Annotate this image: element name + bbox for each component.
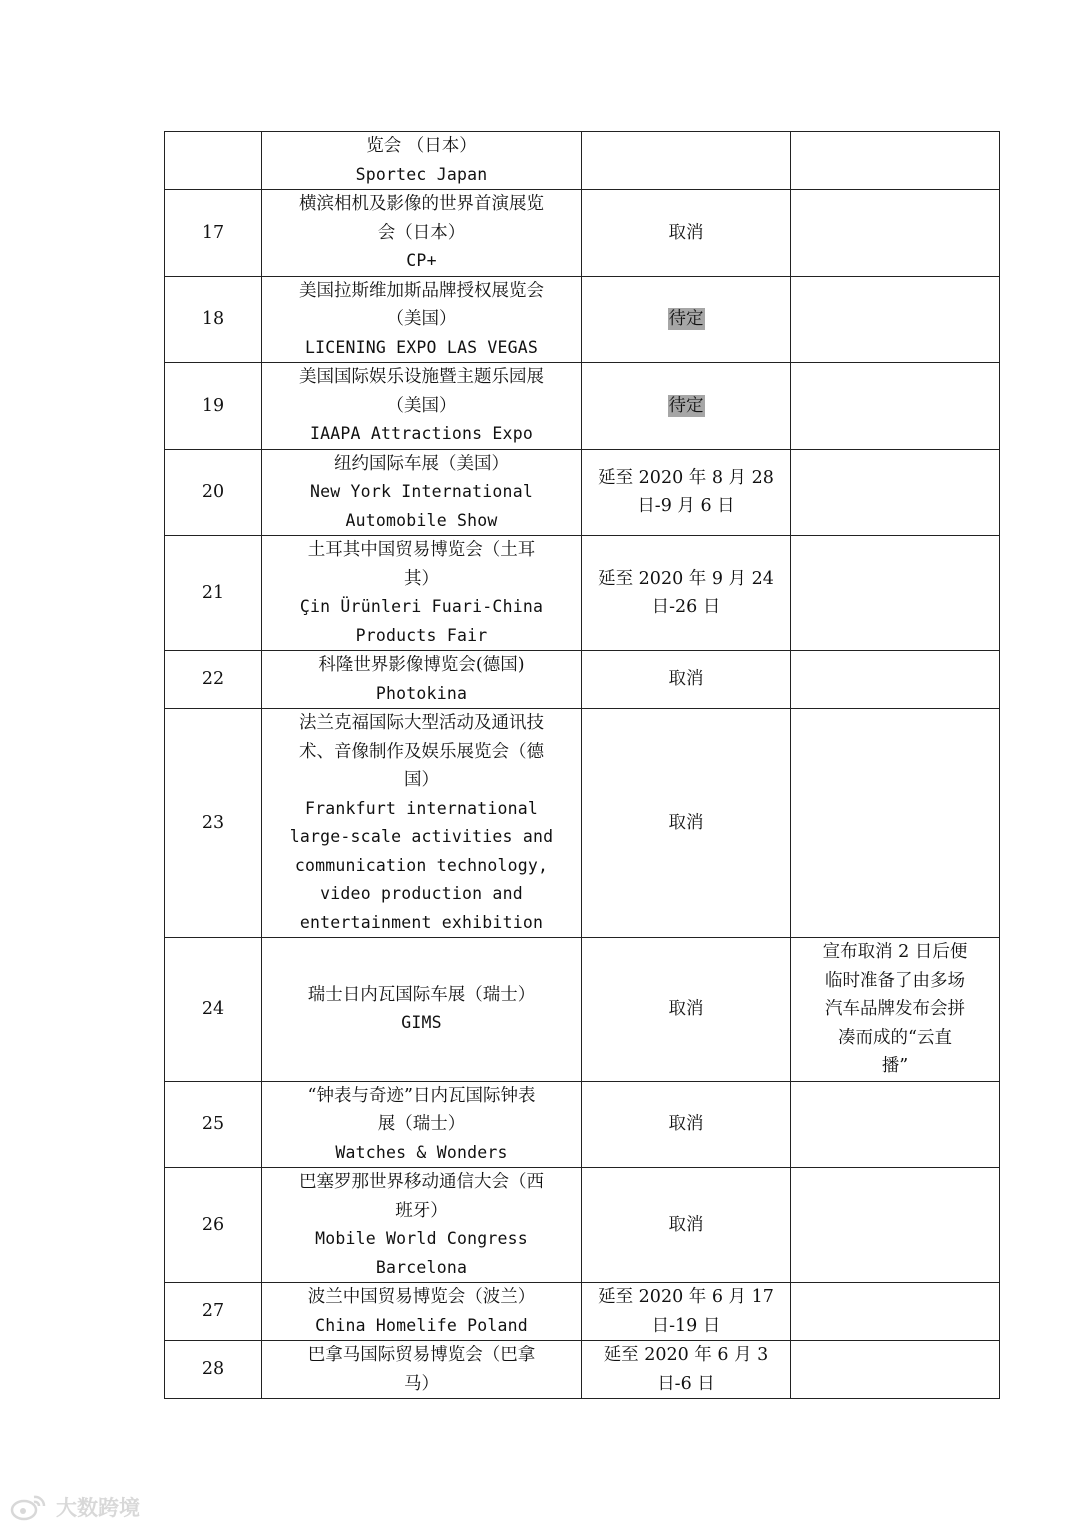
row-number-cell xyxy=(165,1081,262,1168)
row-number-cell xyxy=(165,1283,262,1341)
exhibition-name-line: Photokina xyxy=(375,683,468,703)
row-number-cell xyxy=(165,938,262,1082)
table-row xyxy=(165,1341,1000,1399)
exhibition-name-line: Automobile Show xyxy=(345,510,498,530)
exhibition-name-line: large-scale activities and xyxy=(289,827,554,846)
row-number: 27 xyxy=(201,1301,225,1322)
exhibition-name-cell xyxy=(262,132,582,190)
note-cell xyxy=(791,938,1000,1082)
status-line: 日-6 日 xyxy=(657,1373,715,1394)
exhibition-name-cell xyxy=(262,651,582,709)
watermark xyxy=(10,1492,140,1522)
status-line: 日-26 日 xyxy=(651,597,721,617)
exhibition-name-line: “钟表与奇迹”日内瓦国际钟表 xyxy=(307,1085,536,1106)
exhibition-name-line: New York International xyxy=(310,482,533,501)
exhibition-name-line: CP+ xyxy=(406,251,437,270)
exhibition-name-cell xyxy=(262,1341,582,1399)
exhibition-name-line: 美国国际娱乐设施暨主题乐园展 xyxy=(299,367,544,387)
exhibition-name-line: IAAPA Attractions Expo xyxy=(310,424,533,443)
status-cell xyxy=(582,276,791,363)
exhibition-name-line: 其） xyxy=(404,568,439,589)
exhibition-name-line: 班牙） xyxy=(395,1200,448,1221)
status-cell xyxy=(582,1341,791,1399)
table-row xyxy=(165,651,1000,709)
status-cell xyxy=(582,651,791,709)
exhibition-name-cell xyxy=(262,938,582,1082)
status-line: 取消 xyxy=(668,812,704,833)
exhibition-name-cell xyxy=(262,363,582,450)
status-cell xyxy=(582,709,791,938)
exhibition-name-cell xyxy=(262,1168,582,1283)
note-cell xyxy=(791,536,1000,651)
exhibition-name-line: GIMS xyxy=(401,1013,442,1033)
table-row xyxy=(165,363,1000,450)
status-line: 取消 xyxy=(668,669,704,690)
exhibition-name-line: 横滨相机及影像的世界首演展览 xyxy=(299,194,544,214)
exhibition-name-line: Watches & Wonders xyxy=(335,1142,508,1162)
exhibition-name-line: 土耳其中国贸易博览会（土耳 xyxy=(307,540,536,560)
row-number: 19 xyxy=(201,395,225,416)
status-line: 延至 2020 年 6 月 17 xyxy=(598,1287,774,1307)
status-line xyxy=(592,305,780,334)
row-number-cell xyxy=(165,190,262,277)
table-row xyxy=(165,132,1000,190)
row-number-cell xyxy=(165,651,262,709)
status-cell xyxy=(582,1283,791,1341)
exhibition-name-line: China Homelife Poland xyxy=(315,1315,528,1335)
row-number: 24 xyxy=(201,999,225,1019)
row-number: 17 xyxy=(201,222,225,243)
status-cell xyxy=(582,938,791,1082)
row-number-cell xyxy=(165,132,262,190)
exhibition-name-line: 览会 （日本） xyxy=(366,136,477,156)
table-row xyxy=(165,1168,1000,1283)
table-row xyxy=(165,1081,1000,1168)
exhibition-name-line: video production and xyxy=(320,884,523,903)
status-line: 日-9 月 6 日 xyxy=(637,496,735,517)
note-line: 播” xyxy=(881,1056,909,1076)
row-number: 22 xyxy=(201,669,225,690)
status-line: 取消 xyxy=(668,1114,704,1134)
note-cell xyxy=(791,276,1000,363)
exhibition-name-line: 纽约国际车展（美国） xyxy=(334,453,509,474)
note-cell xyxy=(791,1341,1000,1399)
exhibition-name-cell xyxy=(262,536,582,651)
status-cell xyxy=(582,449,791,536)
note-line: 汽车品牌发布会拼 xyxy=(825,999,965,1019)
status-cell xyxy=(582,132,791,190)
row-number: 21 xyxy=(201,582,225,603)
status-cell xyxy=(582,536,791,651)
exhibition-name-line: Çin Ürünleri Fuari-China xyxy=(299,597,544,616)
note-cell xyxy=(791,1283,1000,1341)
row-number: 26 xyxy=(201,1214,225,1235)
status-cell xyxy=(582,1168,791,1283)
row-number-cell xyxy=(165,276,262,363)
exhibition-name-line: Products Fair xyxy=(355,625,488,645)
table-row xyxy=(165,276,1000,363)
table-row xyxy=(165,709,1000,938)
row-number-cell xyxy=(165,1168,262,1283)
row-number: 25 xyxy=(201,1114,225,1134)
note-cell xyxy=(791,709,1000,938)
note-line: 临时准备了由多场 xyxy=(825,970,965,991)
exhibition-name-line: 巴拿马国际贸易博览会（巴拿 xyxy=(307,1345,536,1365)
row-number-cell xyxy=(165,449,262,536)
table-row xyxy=(165,449,1000,536)
exhibition-name-line: 科隆世界影像博览会(德国) xyxy=(318,655,525,675)
exhibition-name-line: Sportec Japan xyxy=(355,164,488,184)
exhibition-name-line: 波兰中国贸易博览会（波兰） xyxy=(307,1287,536,1307)
exhibition-name-cell xyxy=(262,449,582,536)
note-cell xyxy=(791,190,1000,277)
exhibition-name-line: 展（瑞士） xyxy=(377,1114,466,1134)
note-cell xyxy=(791,1168,1000,1283)
status-line: 延至 2020 年 9 月 24 xyxy=(598,568,774,589)
exhibition-name-line: 马） xyxy=(404,1373,439,1394)
status-line xyxy=(592,392,780,421)
exhibition-name-line: Frankfurt international xyxy=(304,798,539,818)
status-cell xyxy=(582,190,791,277)
exhibition-name-line: 巴塞罗那世界移动通信大会（西 xyxy=(299,1172,544,1192)
note-cell xyxy=(791,651,1000,709)
table-row xyxy=(165,938,1000,1082)
note-cell xyxy=(791,132,1000,190)
status-line: 取消 xyxy=(668,999,704,1019)
exhibition-name-cell xyxy=(262,190,582,277)
exhibition-name-line: （美国） xyxy=(386,309,457,329)
row-number-cell xyxy=(165,1341,262,1399)
row-number: 28 xyxy=(201,1359,225,1380)
note-cell xyxy=(791,449,1000,536)
status-line: 延至 2020 年 6 月 3 xyxy=(603,1345,769,1365)
exhibition-name-line: 瑞士日内瓦国际车展（瑞士） xyxy=(307,984,536,1005)
exhibition-name-cell xyxy=(262,276,582,363)
weibo-logo-icon xyxy=(10,1492,50,1522)
exhibition-name-line: 美国拉斯维加斯品牌授权展览会 xyxy=(299,280,544,301)
exhibition-table-body xyxy=(165,132,1000,1399)
note-cell xyxy=(791,363,1000,450)
exhibition-name-line: （美国） xyxy=(386,395,457,416)
note-line: 宣布取消 2 日后便 xyxy=(822,942,968,962)
exhibition-name-cell xyxy=(262,1081,582,1168)
note-cell xyxy=(791,1081,1000,1168)
exhibition-name-cell xyxy=(262,1283,582,1341)
status-line: 取消 xyxy=(668,222,704,243)
exhibition-name-line: 国） xyxy=(404,770,439,790)
watermark-text: 大数跨境 xyxy=(56,1496,140,1520)
exhibition-name-line: LICENING EXPO LAS VEGAS xyxy=(304,337,539,357)
exhibition-name-line: 法兰克福国际大型活动及通讯技 xyxy=(299,713,544,733)
row-number-cell xyxy=(165,363,262,450)
status-line: 延至 2020 年 8 月 28 xyxy=(598,467,774,488)
table-row xyxy=(165,536,1000,651)
exhibition-name-cell xyxy=(262,709,582,938)
row-number: 20 xyxy=(201,482,225,502)
status-line: 日-19 日 xyxy=(651,1315,721,1336)
status-line: 取消 xyxy=(668,1214,704,1235)
row-number: 18 xyxy=(201,309,225,329)
exhibition-name-line: entertainment exhibition xyxy=(299,912,544,932)
exhibition-name-line: communication technology, xyxy=(294,855,549,875)
status-cell xyxy=(582,1081,791,1168)
status-cell xyxy=(582,363,791,450)
row-number-cell xyxy=(165,536,262,651)
exhibition-name-line: 术、音像制作及娱乐展览会（德 xyxy=(299,741,544,762)
status-highlight: 待定 xyxy=(668,309,704,329)
row-number: 23 xyxy=(201,812,225,833)
exhibition-name-line: 会（日本） xyxy=(377,222,466,243)
exhibition-name-line: Mobile World Congress xyxy=(315,1229,528,1248)
table-row xyxy=(165,1283,1000,1341)
table-row xyxy=(165,190,1000,277)
status-highlight: 待定 xyxy=(668,395,704,416)
note-line: 凑而成的“云直 xyxy=(838,1027,952,1048)
exhibition-name-line: Barcelona xyxy=(375,1257,468,1277)
row-number-cell xyxy=(165,709,262,938)
exhibition-table xyxy=(164,131,1000,1399)
